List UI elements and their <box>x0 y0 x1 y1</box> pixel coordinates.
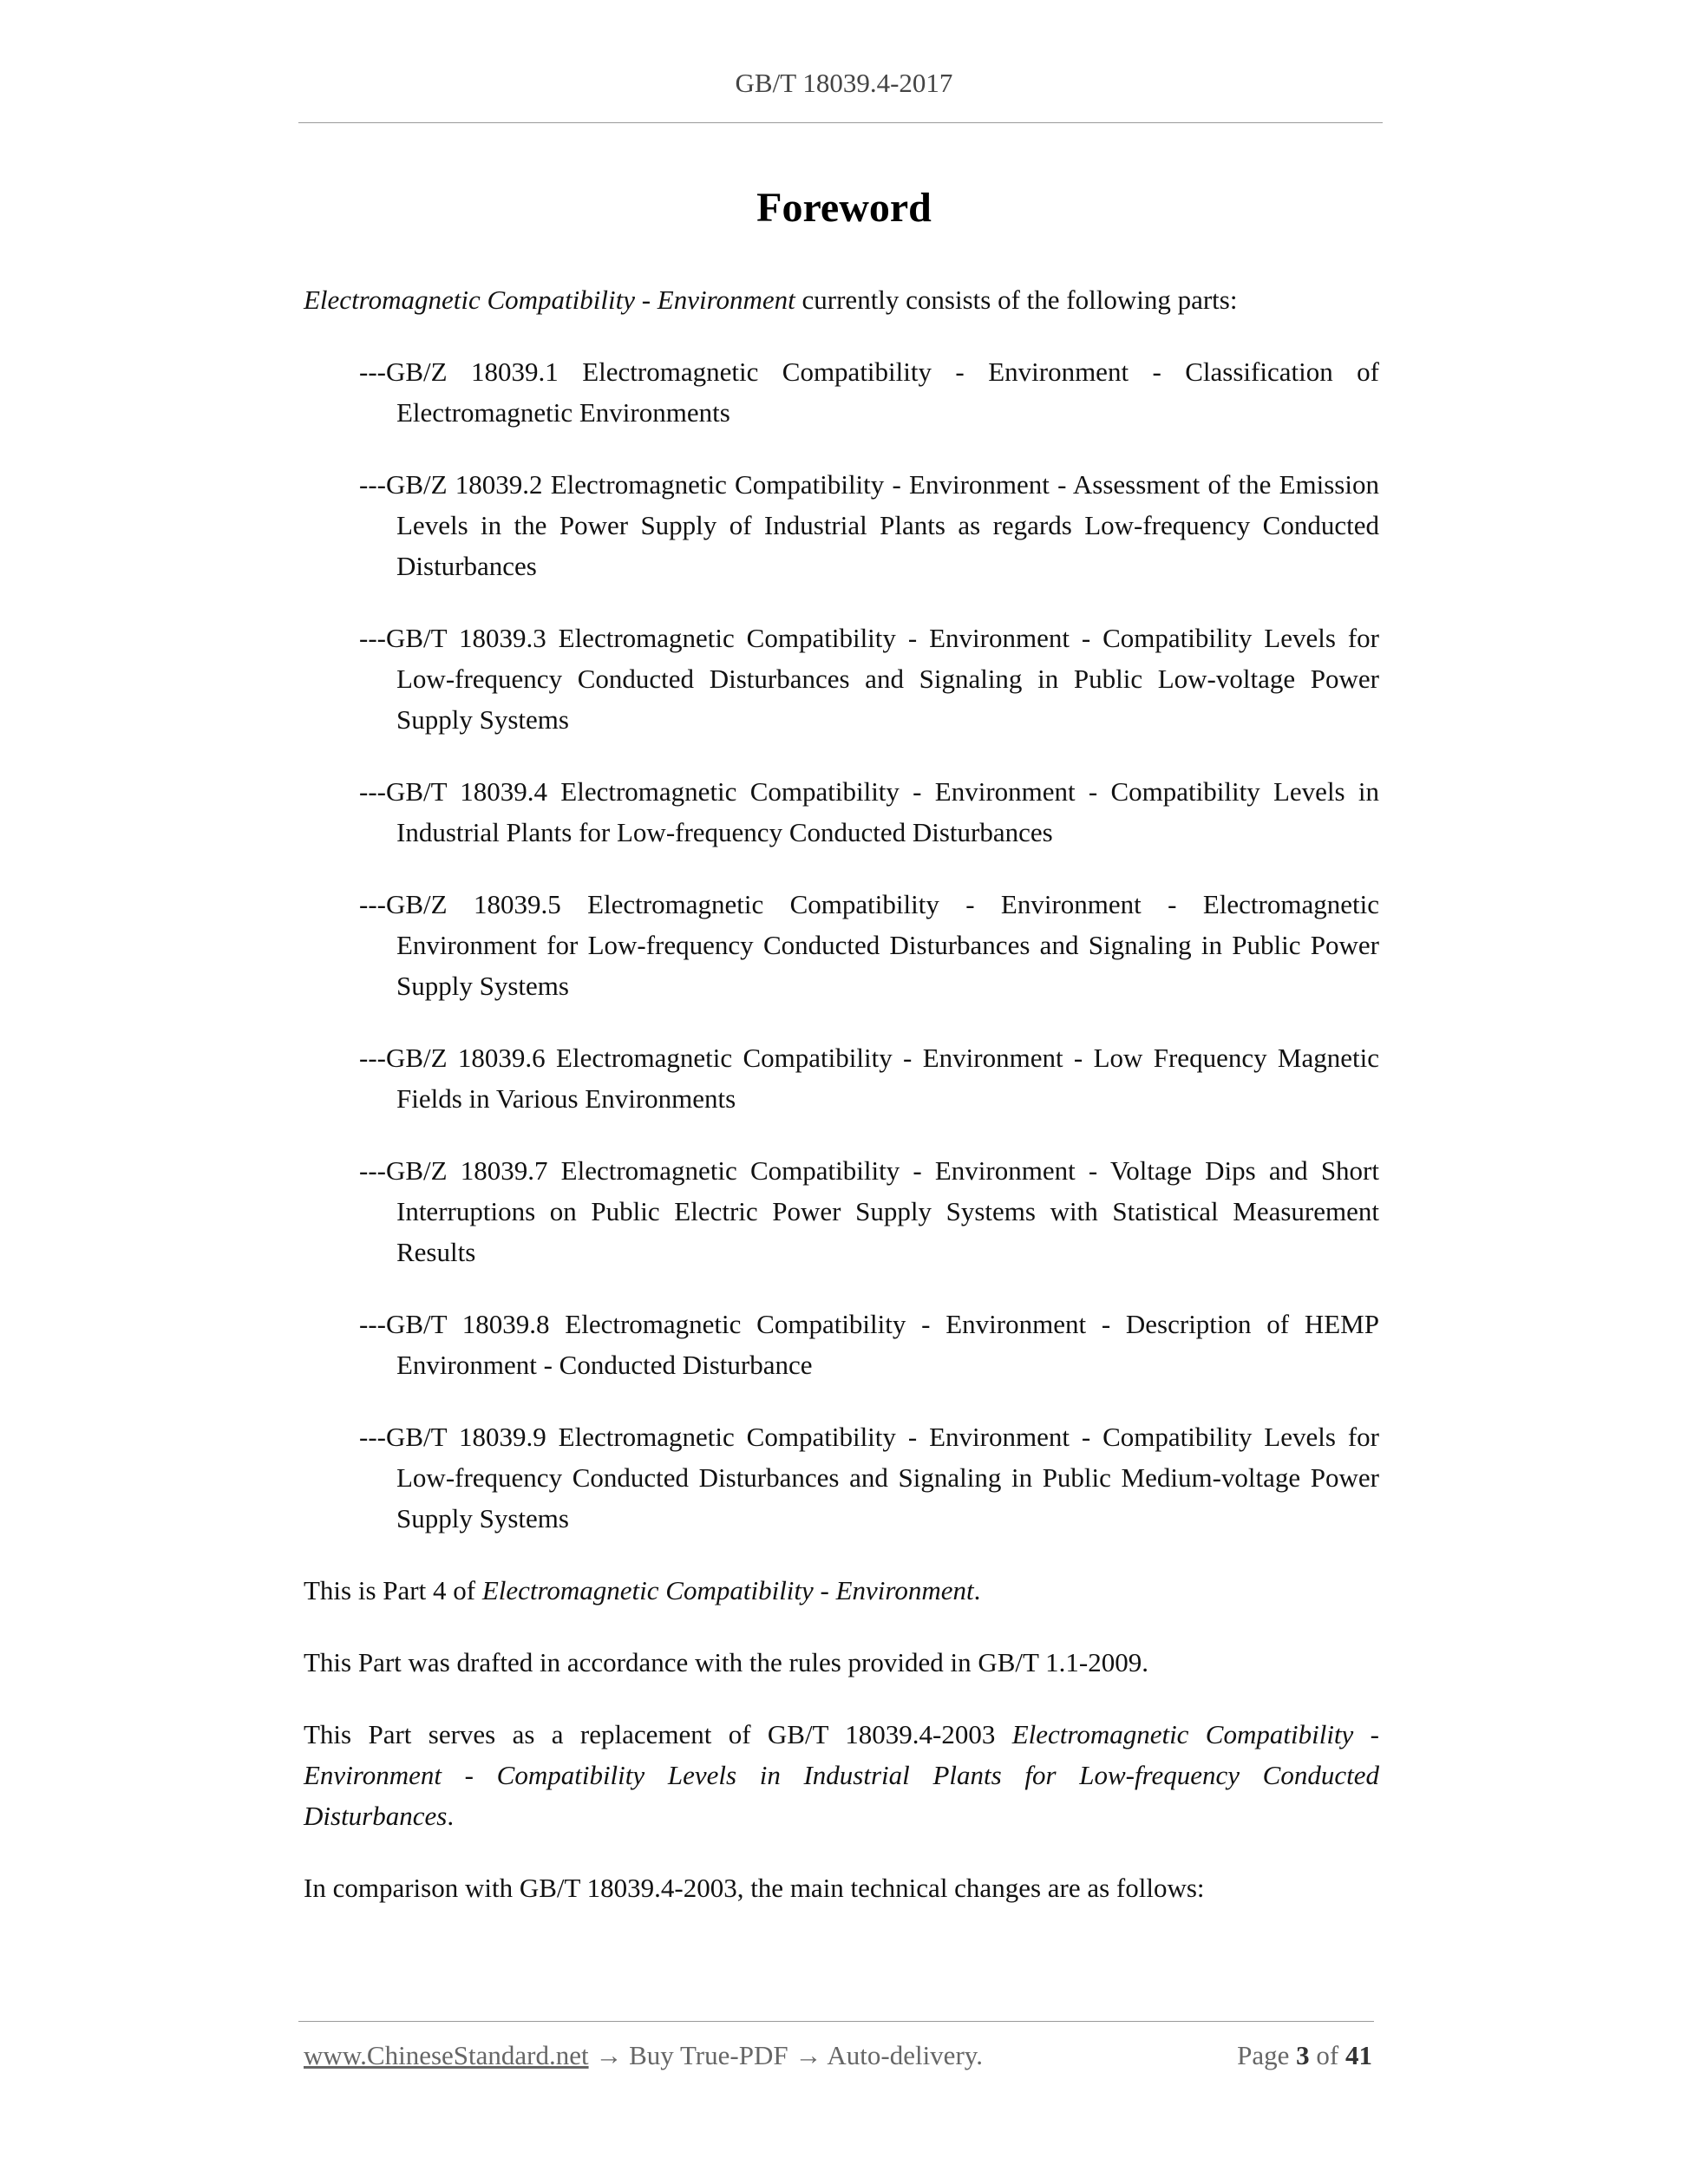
document-body <box>304 279 1379 1939</box>
page-title: Foreword <box>756 185 932 231</box>
part-statement-series-title: Electromagnetic Compatibility - Environment <box>481 1575 974 1605</box>
page-of-label: of <box>1309 2040 1345 2070</box>
series-title: Electromagnetic Compatibility - Environment <box>304 284 795 315</box>
page-indicator <box>1237 2040 1372 2071</box>
parts-list <box>304 351 1379 1539</box>
header-divider <box>298 122 1383 123</box>
replacement-prefix: This Part serves as a replacement of GB/T 18039.4-2003 <box>304 1719 1012 1749</box>
intro-paragraph <box>304 279 1379 320</box>
page-current: 3 <box>1296 2040 1310 2070</box>
footer-divider <box>298 2021 1374 2022</box>
site-link[interactable]: www.ChineseStandard.net <box>304 2040 589 2070</box>
page-total: 41 <box>1345 2040 1372 2070</box>
replacement-suffix: . <box>447 1801 455 1831</box>
list-item: ---GB/Z 18039.5 Electromagnetic Compatibility - Environment - Electromagnetic Environment for Low-frequency Conducted Disturbances and Signaling in Public Power Supply Systems <box>359 889 1379 1001</box>
list-item: ---GB/Z 18039.2 Electromagnetic Compatibility - Environment - Assessment of the Emission Levels in the Power Supply of Industrial Plants as regards Low-frequency Conducted Disturbances <box>359 469 1379 581</box>
page-label: Page <box>1237 2040 1297 2070</box>
page-footer <box>304 2040 1372 2078</box>
part-statement-suffix: . <box>973 1575 981 1605</box>
running-header: GB/T 18039.4-2017 <box>735 68 953 98</box>
list-item: ---GB/Z 18039.1 Electromagnetic Compatibility - Environment - Classification of Electromagnetic Environments <box>359 356 1379 428</box>
replaced-standard-title: Electromagnetic Compatibility - Environment - Compatibility Levels in Industrial Plants for Low-frequency Conducted Disturbances <box>304 1719 1379 1831</box>
footer-promo <box>304 2040 983 2071</box>
list-item: ---GB/T 18039.9 Electromagnetic Compatibility - Environment - Compatibility Levels for Low-frequency Conducted Disturbances and Signaling in Public Medium-voltage Power Supply Systems <box>359 1422 1379 1533</box>
comparison-paragraph: In comparison with GB/T 18039.4-2003, the main technical changes are as follows: <box>304 1873 1205 1903</box>
list-item: ---GB/Z 18039.6 Electromagnetic Compatibility - Environment - Low Frequency Magnetic Fields in Various Environments <box>359 1043 1379 1114</box>
list-item: ---GB/T 18039.4 Electromagnetic Compatibility - Environment - Compatibility Levels in Industrial Plants for Low-frequency Conducted Disturbances <box>359 776 1379 847</box>
promo-text: → Buy True-PDF → Auto-delivery. <box>588 2040 983 2070</box>
drafting-rules-paragraph: This Part was drafted in accordance with the rules provided in GB/T 1.1-2009. <box>304 1647 1148 1677</box>
part-statement <box>304 1570 1379 1611</box>
list-item: ---GB/T 18039.8 Electromagnetic Compatibility - Environment - Description of HEMP Environment - Conducted Disturbance <box>359 1309 1379 1380</box>
intro-text: currently consists of the following parts: <box>795 284 1238 315</box>
part-statement-prefix: This is Part 4 of <box>304 1575 482 1605</box>
list-item: ---GB/Z 18039.7 Electromagnetic Compatibility - Environment - Voltage Dips and Short Interruptions on Public Electric Power Supply Systems with Statistical Measurement Results <box>359 1155 1379 1267</box>
list-item: ---GB/T 18039.3 Electromagnetic Compatibility - Environment - Compatibility Levels for Low-frequency Conducted Disturbances and Signaling in Public Low-voltage Power Supply Systems <box>359 623 1379 735</box>
replacement-paragraph <box>304 1714 1379 1836</box>
